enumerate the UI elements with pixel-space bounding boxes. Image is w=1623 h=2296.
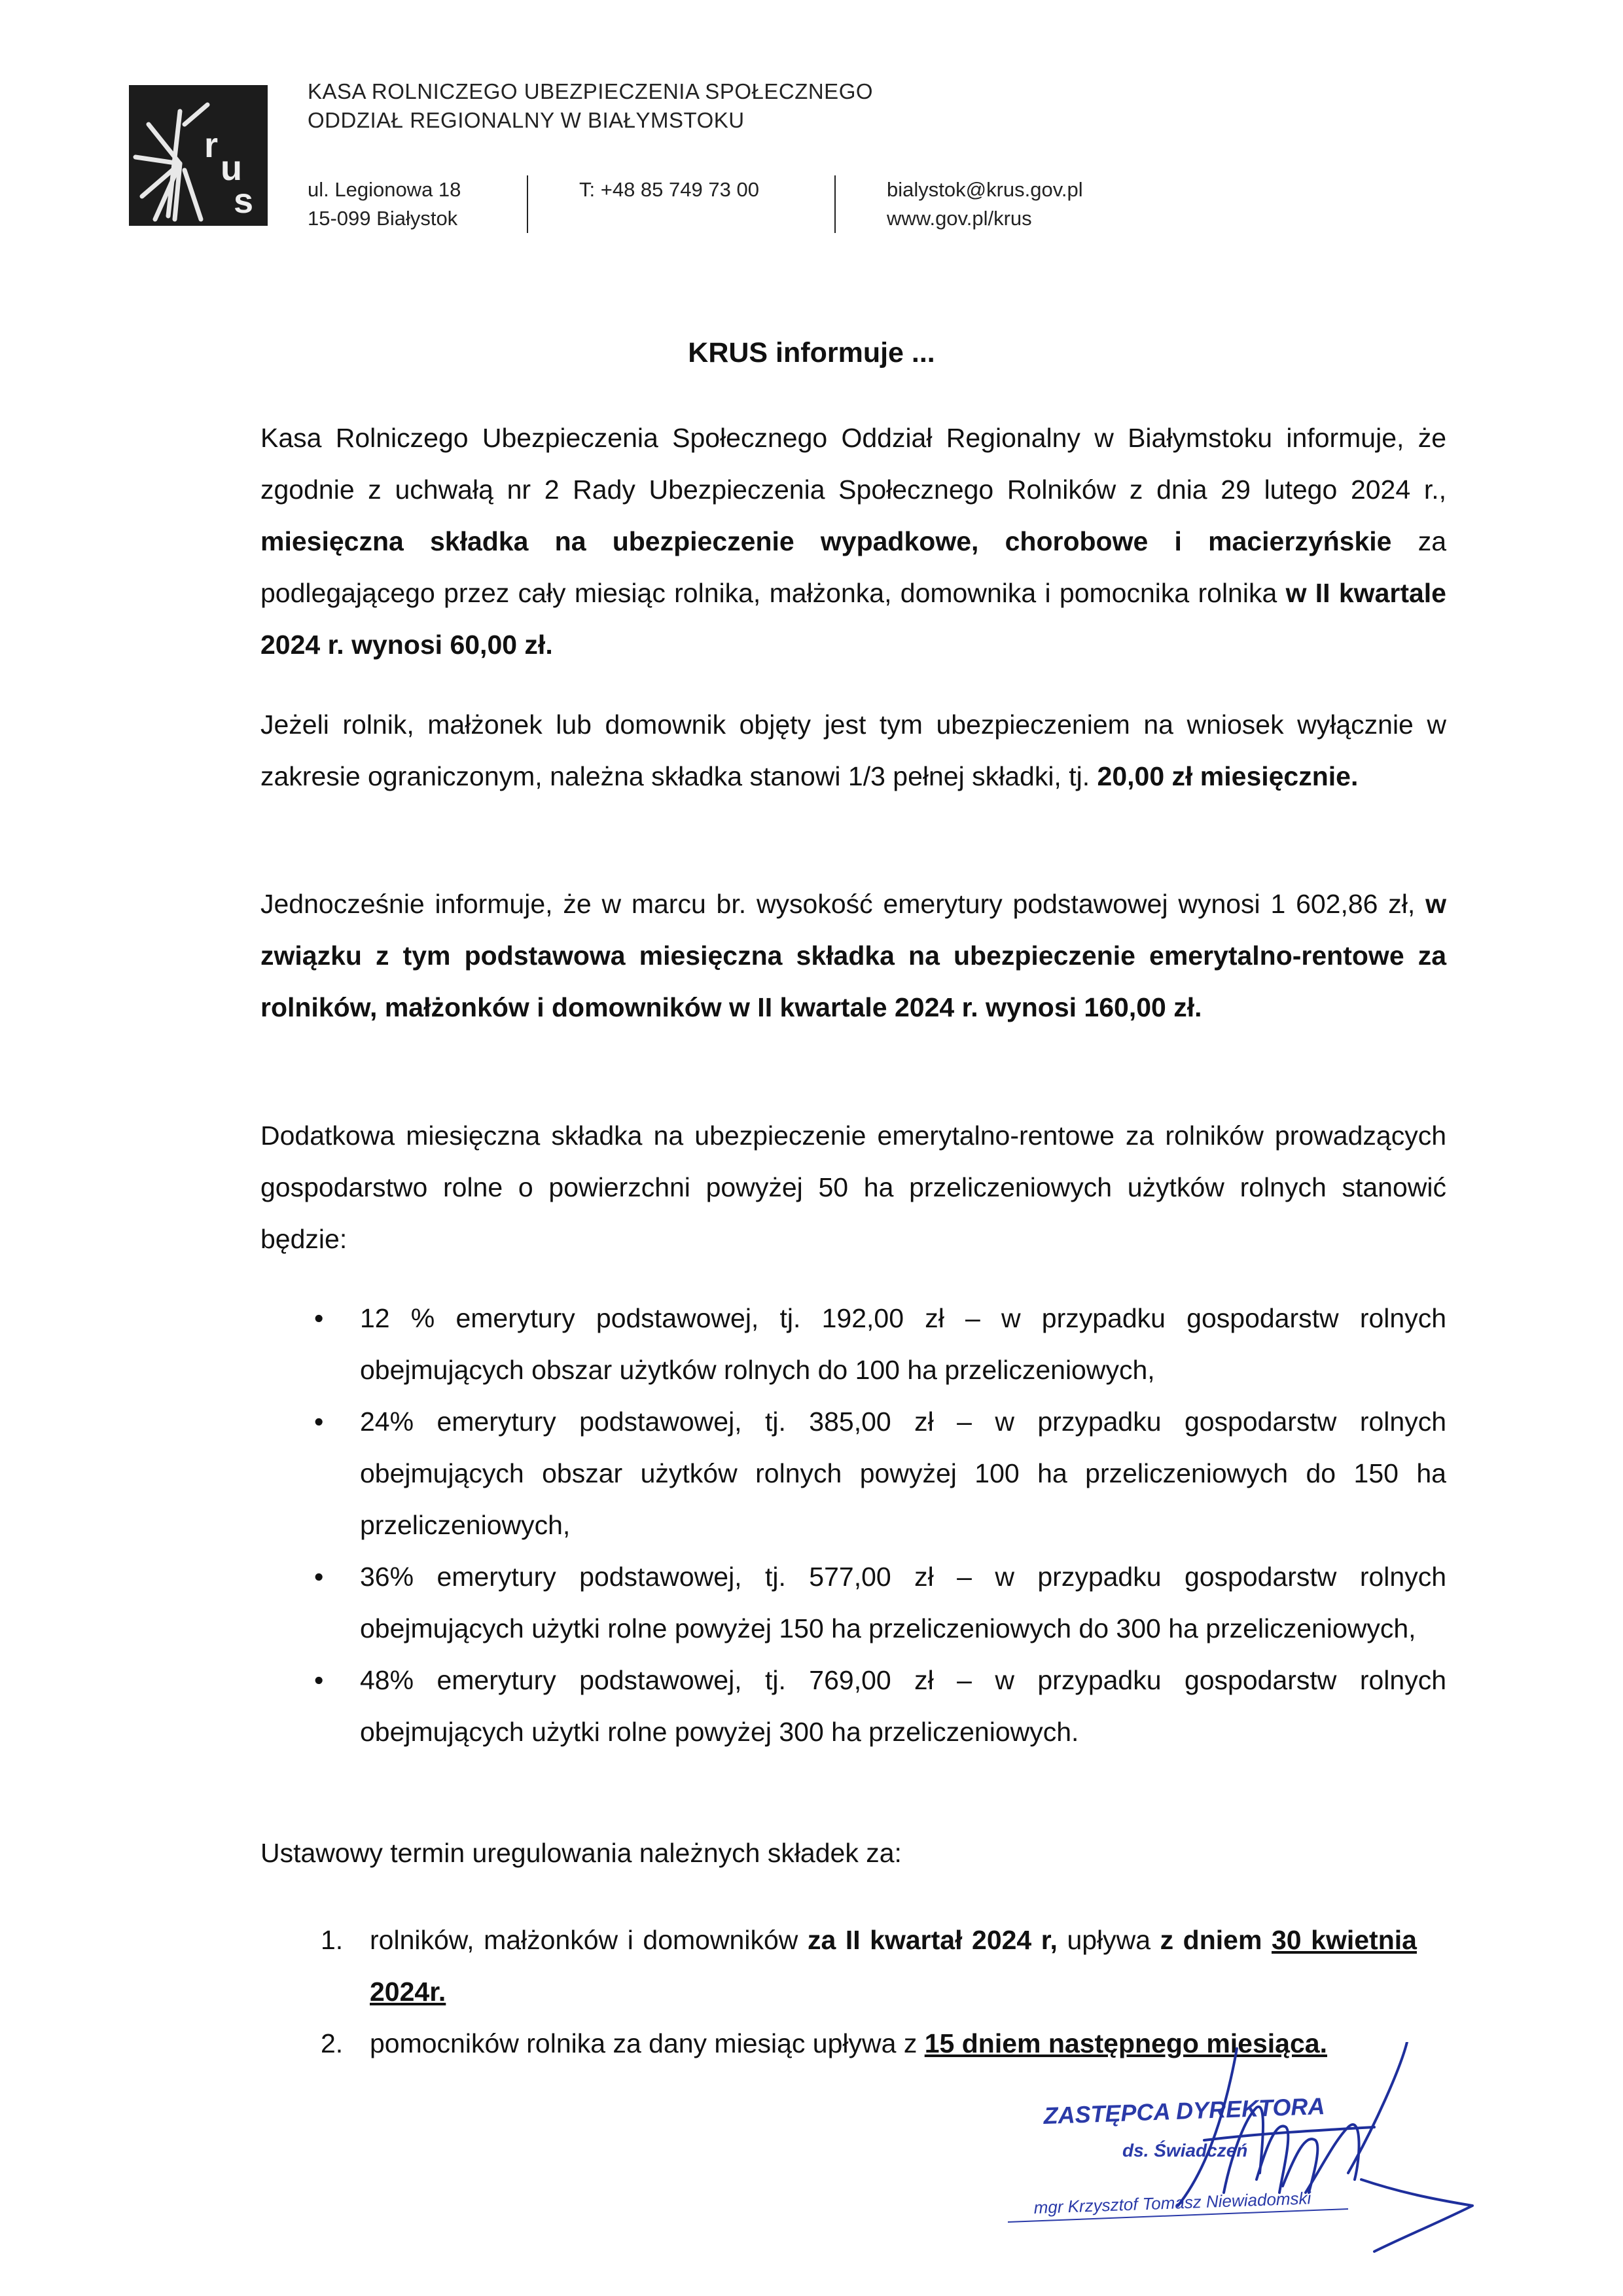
page-title: KRUS informuje ...	[688, 337, 935, 368]
phone-number: T: +48 85 749 73 00	[579, 178, 759, 201]
paragraph-text: Jeżeli rolnik, małżonek lub domownik objęty jest tym ubezpieczeniem na wniosek wyłącznie w zakresie ograniczonym, należna składka stanowi 1/3 pełnej składki, tj.	[260, 709, 1446, 791]
phone-block	[579, 175, 759, 204]
paragraph-deadline: Ustawowy termin uregulowania należnych składek za:	[260, 1838, 902, 1868]
paragraph-additional: Dodatkowa miesięczna składka na ubezpieczenie emerytalno-rentowe za rolników prowadzących gospodarstwo rolne o powierzchni powyżej 50 ha przeliczeniowych użytków rolnych stanowić będzie:	[260, 1121, 1446, 1254]
list-item: • 24% emerytury podstawowej, tj. 385,00 zł – w przypadku gospodarstw rolnych obejmujących obszar użytków rolnych powyżej 100 ha przeliczeniowych do 150 ha przeliczeniowych,	[360, 1396, 1446, 1551]
list-deadline: 30 kwietnia 2024r.	[370, 1925, 1417, 2007]
list-item: • 12 % emerytury podstawowej, tj. 192,00 zł – w przypadku gospodarstw rolnych obejmujących obszar użytków rolnych do 100 ha przeliczeniowych,	[360, 1293, 1446, 1396]
paragraph-text: Kasa Rolniczego Ubezpieczenia Społecznego Oddział Regionalny w Białymstoku informuje, że zgodnie z uchwałą nr 2 Rady Ubezpieczenia Społecznego Rolników z dnia 29 lutego 2024 r.,	[260, 423, 1446, 505]
list-item: • 36% emerytury podstawowej, tj. 577,00 zł – w przypadku gospodarstw rolnych obejmujących użytki rolne powyżej 150 ha przeliczeniowych do 300 ha przeliczeniowych,	[360, 1551, 1446, 1655]
org-branch: ODDZIAŁ REGIONALNY W BIAŁYMSTOKU	[308, 108, 745, 132]
list-text: rolników, małżonków i domowników	[370, 1925, 798, 1955]
signature-stamp	[1008, 2042, 1479, 2258]
paragraph-bold: miesięczna składka na ubezpieczenie wypadkowe, chorobowe i macierzyńskie	[260, 526, 1392, 556]
list-text: upływa	[1067, 1925, 1151, 1955]
stamp-name: mgr Krzysztof Tomasz Niewiadomski	[1033, 2188, 1311, 2217]
list-number: 1.	[321, 1925, 344, 1955]
list-deadline: 15 dniem następnego miesiąca.	[924, 2028, 1327, 2058]
paragraph-bold: w związku z tym podstawowa miesięczna składka na ubezpieczenie emerytalno-rentowe za rolników, małżonków i domowników w II kwartale 2024 r. wynosi 160,00 zł.	[260, 889, 1446, 1022]
bullet-list	[360, 1293, 1446, 1758]
stamp-department: ds. Świadczeń	[1122, 2140, 1248, 2161]
krus-logo-icon	[129, 85, 268, 226]
list-number: 2.	[321, 2028, 344, 2058]
paragraph-text: Jednocześnie informuje, że w marcu br. wysokość emerytury podstawowej wynosi 1 602,86 zł,	[260, 889, 1416, 919]
website-link[interactable]: www.gov.pl/krus	[887, 207, 1032, 230]
paragraph-pension	[260, 878, 1446, 1033]
divider	[527, 175, 528, 233]
paragraph-bold: w II kwartale 2024 r. wynosi 60,00 zł.	[260, 578, 1446, 660]
address-city: 15-099 Białystok	[308, 207, 458, 230]
email-link[interactable]: bialystok@krus.gov.pl	[887, 178, 1083, 201]
svg-text:r: r	[204, 126, 219, 165]
list-bold: z dniem	[1160, 1925, 1262, 1955]
address-street: ul. Legionowa 18	[308, 178, 461, 201]
paragraph-contribution	[260, 412, 1446, 671]
org-name: KASA ROLNICZEGO UBEZPIECZENIA SPOŁECZNEGO	[308, 79, 874, 103]
contact-block	[887, 175, 1083, 233]
paragraph-bold: 20,00 zł miesięcznie.	[1097, 761, 1359, 791]
svg-text:s: s	[234, 181, 254, 221]
paragraph-limited-scope	[260, 699, 1446, 802]
list-text: pomocników rolnika za dany miesiąc upływa z	[370, 2028, 918, 2058]
list-item	[321, 1914, 1417, 2018]
krus-logo	[129, 85, 268, 226]
paragraph-text: za podlegającego przez cały miesiąc rolnika, małżonka, domownika i pomocnika rolnika	[260, 526, 1446, 608]
stamp-title: ZASTĘPCA DYREKTORA	[1043, 2092, 1326, 2129]
divider	[834, 175, 836, 233]
letterhead	[308, 77, 873, 135]
list-item: • 48% emerytury podstawowej, tj. 769,00 zł – w przypadku gospodarstw rolnych obejmujących użytki rolne powyżej 300 ha przeliczeniowych.	[360, 1655, 1446, 1758]
svg-text:u: u	[221, 149, 242, 188]
list-bold: za II kwartał 2024 r,	[807, 1925, 1058, 1955]
address-block	[308, 175, 461, 233]
